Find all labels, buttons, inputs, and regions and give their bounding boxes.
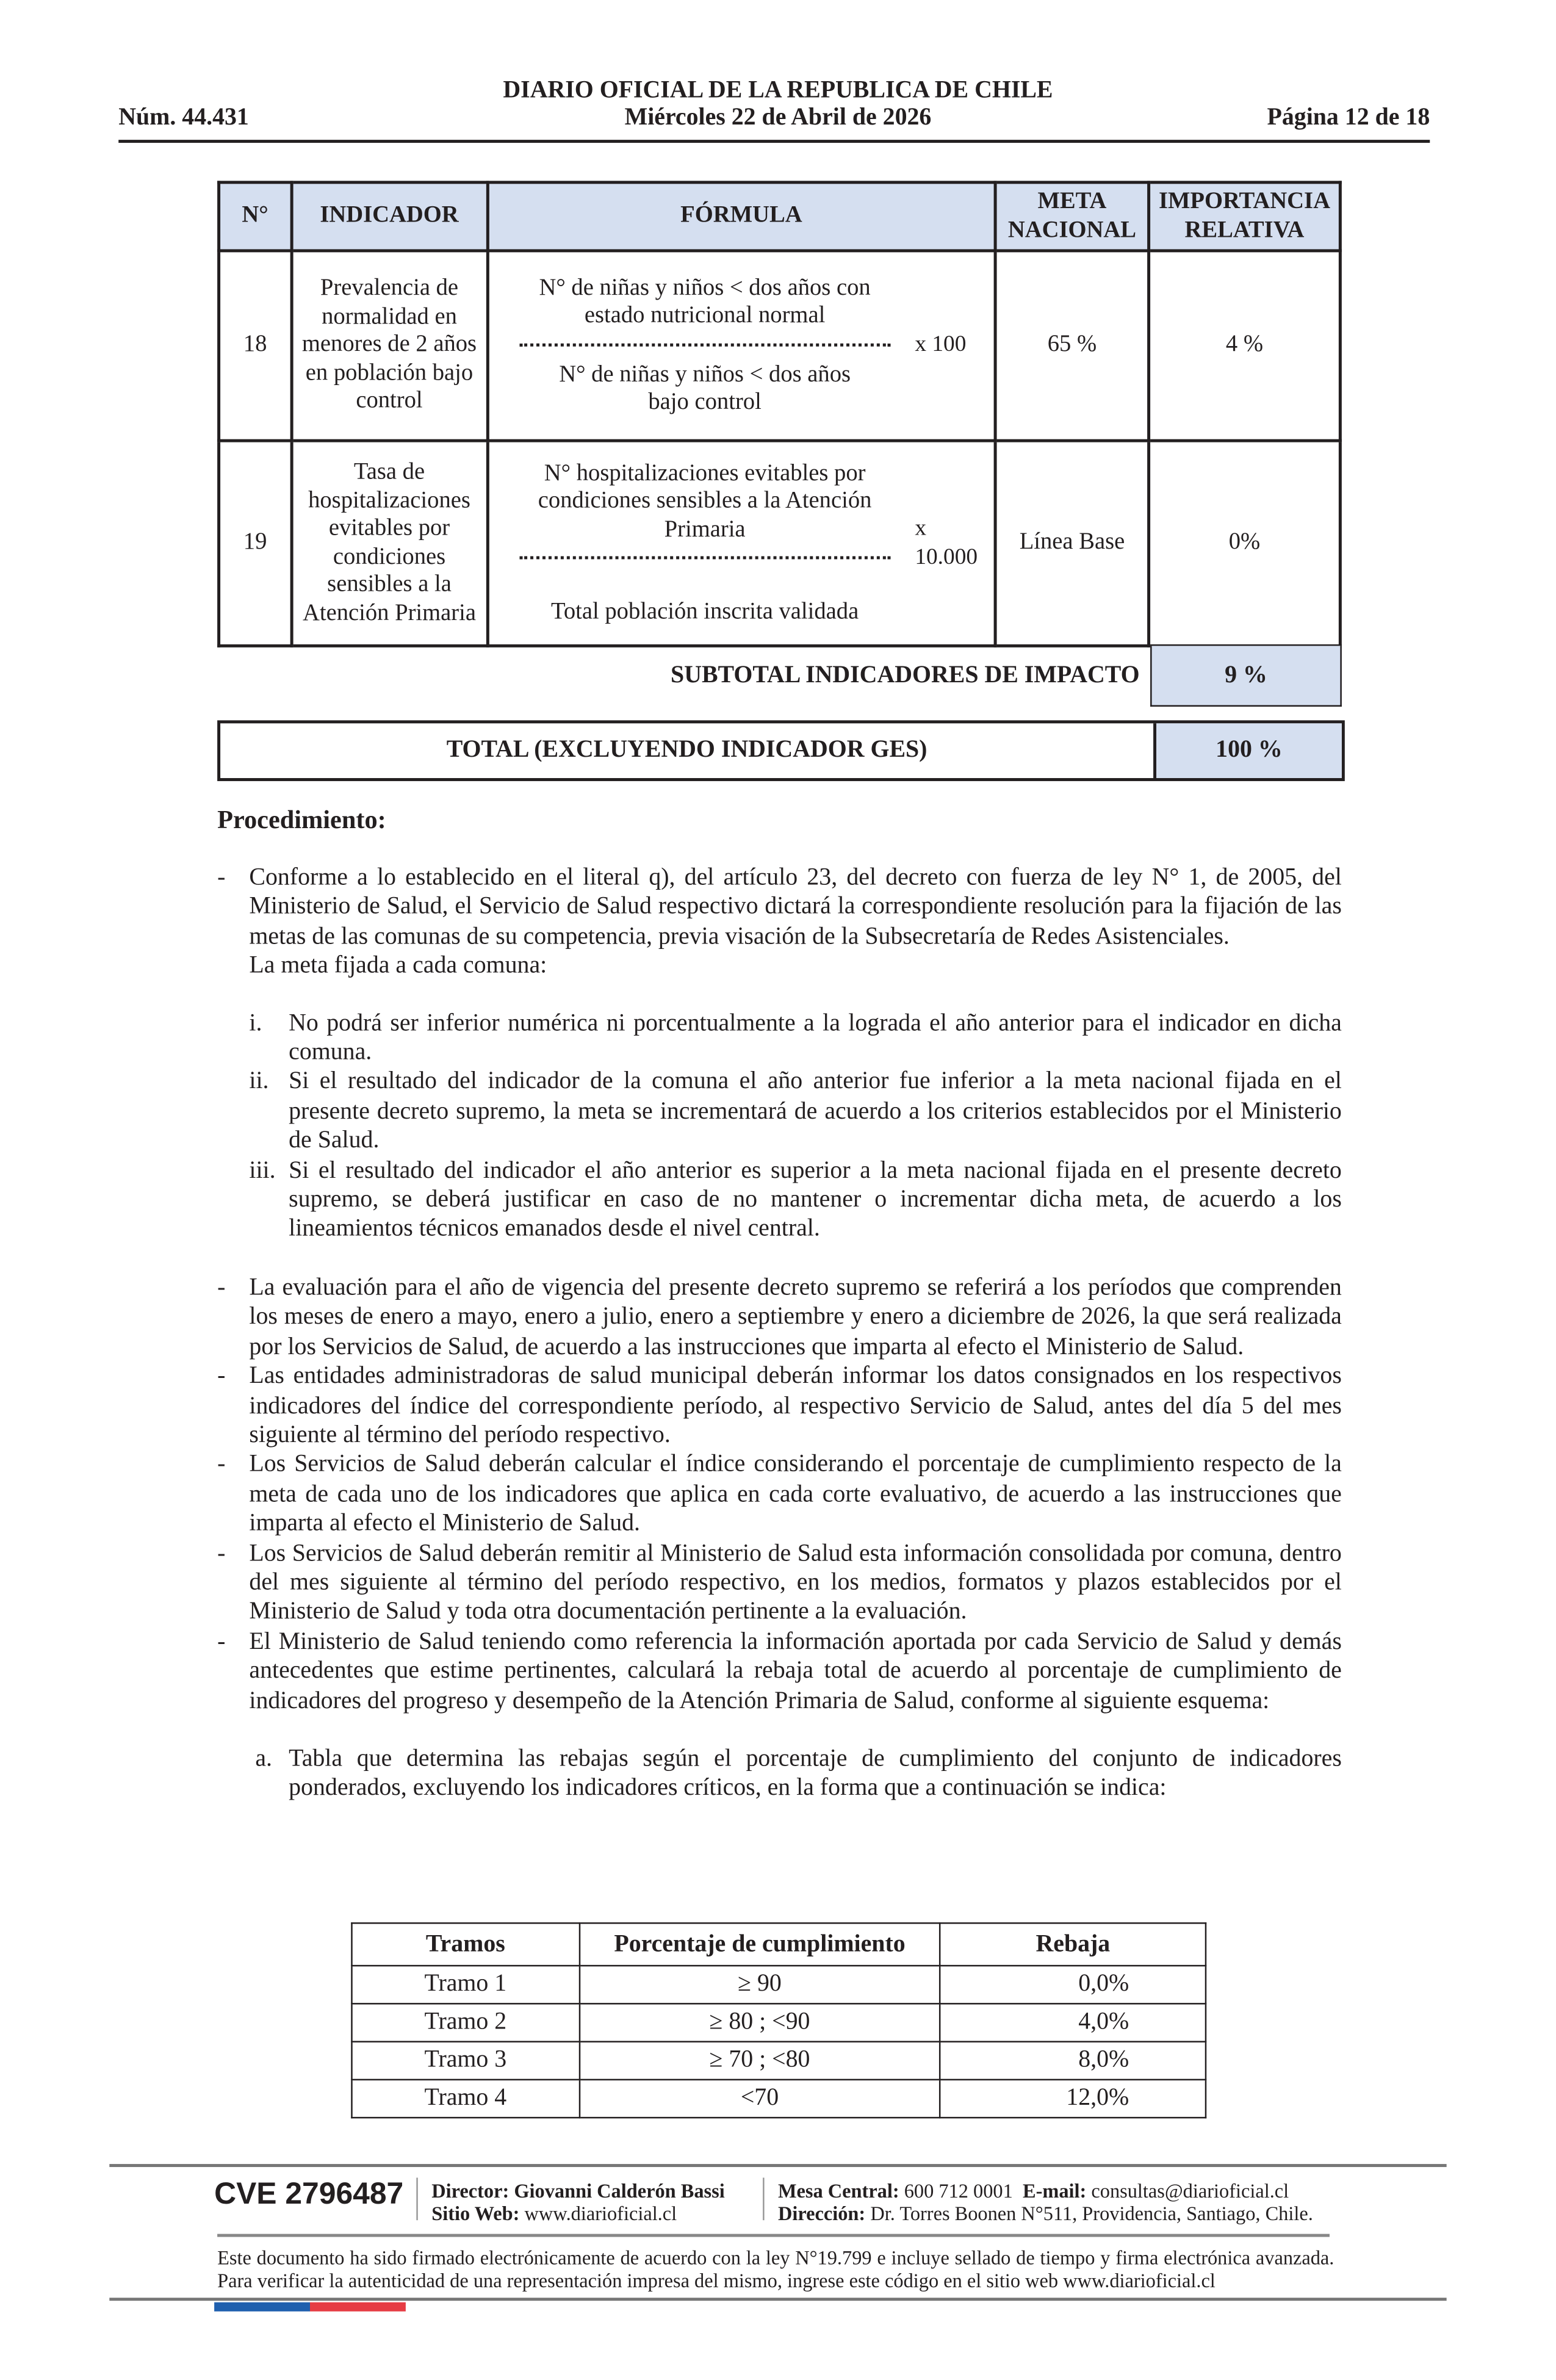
sub-item-text: Si el resultado del indicador el año anterior es superior a la meta nacional fijada en el presente decreto supremo, se deberá justificar en caso de no mantener o incrementar dicha meta, de acuerdo a los lineamientos técnicos emanados desde el nivel central.: [289, 1157, 1342, 1242]
porcentaje: ≥ 80 ; <90: [579, 2003, 940, 2041]
row-number: 18: [219, 251, 292, 441]
sub-item: [217, 1745, 1342, 1804]
separator: [416, 2177, 417, 2220]
item-text: La meta fijada a cada comuna:: [249, 953, 547, 979]
sub-item-number: iii.: [249, 1157, 276, 1184]
web-label: Sitio Web:: [431, 2202, 520, 2225]
legal-notice: Este documento ha sido firmado electrónicamente de acuerdo con la ley N°19.799 e incluye sellado de tiempo y firma electrónica avanzada. Para verificar la autenticidad de una representación impresa del mismo, ingrese este código en el sitio web www.diarioficial.cl: [217, 2246, 1334, 2292]
total-value: 100 %: [1156, 723, 1342, 778]
address-label: Dirección:: [777, 2202, 866, 2225]
bullet-dash: -: [217, 1274, 226, 1301]
header-cell: Rebaja: [940, 1923, 1206, 1966]
importancia-relativa: 4 %: [1149, 251, 1341, 441]
bullet-dash: -: [217, 864, 226, 891]
list-item: [217, 1361, 1342, 1450]
sub-item-text: Si el resultado del indicador de la comuna el año anterior fue inferior a la meta nacional fijada en el presente decreto supremo, la meta se incrementará de acuerdo a los criterios establecidos por el Ministerio de Salud.: [289, 1069, 1342, 1154]
subtotal-value: 9 %: [1150, 646, 1342, 707]
table-row: [351, 2042, 1205, 2080]
issue-number: Núm. 44.431: [118, 104, 249, 131]
list-item: [217, 1273, 1342, 1361]
formula-cell: [487, 441, 995, 646]
rebaja: 0,0%: [940, 1966, 1206, 2003]
item-text: La evaluación para el año de vigencia del presente decreto supremo se referirá a los períodos que comprenden los meses de enero a mayo, enero a julio, enero a septiembre y enero a diciembre de 2026, la que será realizada por los Servicios de Salud, de acuerdo a las instrucciones que imparta al efecto el Ministerio de Salud.: [249, 1274, 1342, 1360]
contact-block: [778, 2179, 1313, 2225]
rebaja: 4,0%: [940, 2003, 1206, 2041]
table-row: [219, 251, 1341, 441]
header-cell: Tramos: [351, 1923, 579, 1966]
header-cell: IMPORTANCIA RELATIVA: [1149, 182, 1341, 251]
denominator: Total población inscrita validada: [550, 599, 859, 625]
sub-item-text: No podrá ser inferior numérica ni porcentualmente a la lograda el año anterior para el indicador en dicha comuna.: [289, 1010, 1342, 1066]
sub-item-text: Tabla que determina las rebajas según el porcentaje de cumplimiento del conjunto de indicadores ponderados, excluyendo los indicadores críticos, en la forma que a continuación se indica:: [289, 1746, 1342, 1801]
table-row: [351, 2080, 1205, 2118]
fraction-line: [519, 556, 891, 559]
bullet-dash: -: [217, 1628, 226, 1655]
item-text: Conforme a lo establecido en el literal q), del artículo 23, del decreto con fuerza de ley N° 1, de 2005, del Ministerio de Salud, el Servicio de Salud respectivo dictará la correspondiente resolución para la fijación de las metas de las comunas de su competencia, previa visación de la Subsecretaría de Redes Asistenciales.: [249, 864, 1342, 950]
indicators-table: [217, 181, 1342, 647]
table-header-row: [351, 1923, 1205, 1966]
header-cell: META NACIONAL: [995, 182, 1148, 251]
header-cell: N°: [219, 182, 292, 251]
issue-date: Miércoles 22 de Abril de 2026: [624, 104, 932, 131]
table-header-row: [219, 182, 1341, 251]
footer-divider: [109, 2298, 1446, 2301]
meta-nacional: 65 %: [995, 251, 1148, 441]
item-text: Los Servicios de Salud deberán calcular el índice considerando el porcentaje de cumplimiento respecto de la meta de cada uno de los indicadores que aplica en cada corte evaluativo, de acuerdo a las instrucciones que imparta al efecto el Ministerio de Salud.: [249, 1451, 1342, 1537]
sub-item-number: i.: [249, 1010, 262, 1036]
total-label: TOTAL (EXCLUYENDO INDICADOR GES): [220, 723, 1156, 778]
item-text: Los Servicios de Salud deberán remitir al Ministerio de Salud esta información consolidada por comuna, dentro del mes siguiente al término del período respectivo, en los medios, formatos y plazos establecidos por el Ministerio de Salud y toda otra documentación pertinente a la evaluación.: [249, 1540, 1342, 1625]
fraction-line: [519, 343, 891, 346]
meta-nacional: Línea Base: [995, 441, 1148, 646]
tramo: Tramo 3: [351, 2042, 579, 2080]
list-item: [217, 1538, 1342, 1627]
flag-red-stripe: [310, 2302, 406, 2312]
item-text: El Ministerio de Salud teniendo como referencia la información aportada por cada Servicio de Salud y demás antecedentes que estime pertinentes, calculará la rebaja total de acuerdo al porcentaje de cumplimiento de indicadores del progreso y desempeño de la Atención Primaria de Salud, conforme al siguiente esquema:: [249, 1628, 1342, 1714]
subtotal-row: [217, 646, 1342, 708]
newspaper-title: DIARIO OFICIAL DE LA REPUBLICA DE CHILE: [503, 78, 1053, 104]
bullet-dash: -: [217, 1540, 226, 1567]
table-row: [351, 1966, 1205, 2003]
separator: [763, 2177, 764, 2220]
tramos-table: [351, 1922, 1206, 2118]
page-number: Página 12 de 18: [1267, 104, 1430, 131]
numerator: N° hospitalizaciones evitables por condiciones sensibles a la Atención Primaria: [538, 460, 872, 542]
cve-code: CVE 2796487: [214, 2177, 404, 2212]
sub-item: [217, 1067, 1342, 1156]
address: Dr. Torres Boonen N°511, Providencia, Santiago, Chile.: [870, 2202, 1313, 2225]
header-cell: FÓRMULA: [487, 182, 995, 251]
header-cell: INDICADOR: [292, 182, 488, 251]
list-item: [217, 1450, 1342, 1538]
phone: 600 712 0001: [904, 2179, 1013, 2202]
header-cell: Porcentaje de cumplimiento: [579, 1923, 940, 1966]
director-label: Director:: [431, 2179, 510, 2202]
sub-item: [217, 1156, 1342, 1244]
director-block: [431, 2179, 725, 2225]
indicator-name: Prevalencia de normalidad en menores de 2 años en población bajo control: [292, 251, 488, 441]
rebaja: 8,0%: [940, 2042, 1206, 2080]
list-item: [217, 1627, 1342, 1715]
rebaja: 12,0%: [940, 2080, 1206, 2118]
procedure-body: [217, 863, 1342, 1803]
footer-divider: [217, 2234, 1330, 2237]
total-row: [217, 720, 1345, 781]
multiplier: x 10.000: [915, 516, 978, 569]
importancia-relativa: 0%: [1149, 441, 1341, 646]
director-name: Giovanni Calderón Bassi: [514, 2179, 725, 2202]
email-label: E-mail:: [1022, 2179, 1087, 2202]
porcentaje: ≥ 90: [579, 1966, 940, 2003]
porcentaje: <70: [579, 2080, 940, 2118]
header-divider: [118, 140, 1430, 143]
list-item: [217, 863, 1342, 951]
website-link[interactable]: www.diarioficial.cl: [524, 2202, 677, 2225]
numerator: N° de niñas y niños < dos años con estado nutricional normal: [539, 274, 871, 328]
item-text: Las entidades administradoras de salud municipal deberán informar los datos consignados en los respectivos indicadores del índice del correspondiente período, al respectivo Servicio de Salud, antes del día 5 del mes siguiente al término del período respectivo.: [249, 1363, 1342, 1448]
email-link[interactable]: consultas@diarioficial.cl: [1091, 2179, 1289, 2202]
tramo: Tramo 2: [351, 2003, 579, 2041]
sub-item: [217, 1009, 1342, 1068]
denominator: N° de niñas y niños < dos años bajo control: [559, 361, 851, 415]
footer-divider: [109, 2164, 1446, 2167]
porcentaje: ≥ 70 ; <80: [579, 2042, 940, 2080]
row-number: 19: [219, 441, 292, 646]
table-row: [219, 441, 1341, 646]
section-title: Procedimiento:: [217, 805, 386, 835]
formula-cell: [487, 251, 995, 441]
indicator-name: Tasa de hospitalizaciones evitables por condiciones sensibles a la Atención Primaria: [292, 441, 488, 646]
bullet-dash: -: [217, 1363, 226, 1390]
tramo: Tramo 4: [351, 2080, 579, 2118]
tramo: Tramo 1: [351, 1966, 579, 2003]
bullet-dash: -: [217, 1451, 226, 1478]
mesa-label: Mesa Central:: [777, 2179, 899, 2202]
sub-item-number: a.: [255, 1746, 273, 1772]
multiplier: x 100: [915, 333, 967, 358]
sub-item-number: ii.: [249, 1069, 269, 1095]
table-row: [351, 2003, 1205, 2041]
flag-blue-stripe: [214, 2302, 310, 2312]
subtotal-label: SUBTOTAL INDICADORES DE IMPACTO: [671, 662, 1140, 689]
